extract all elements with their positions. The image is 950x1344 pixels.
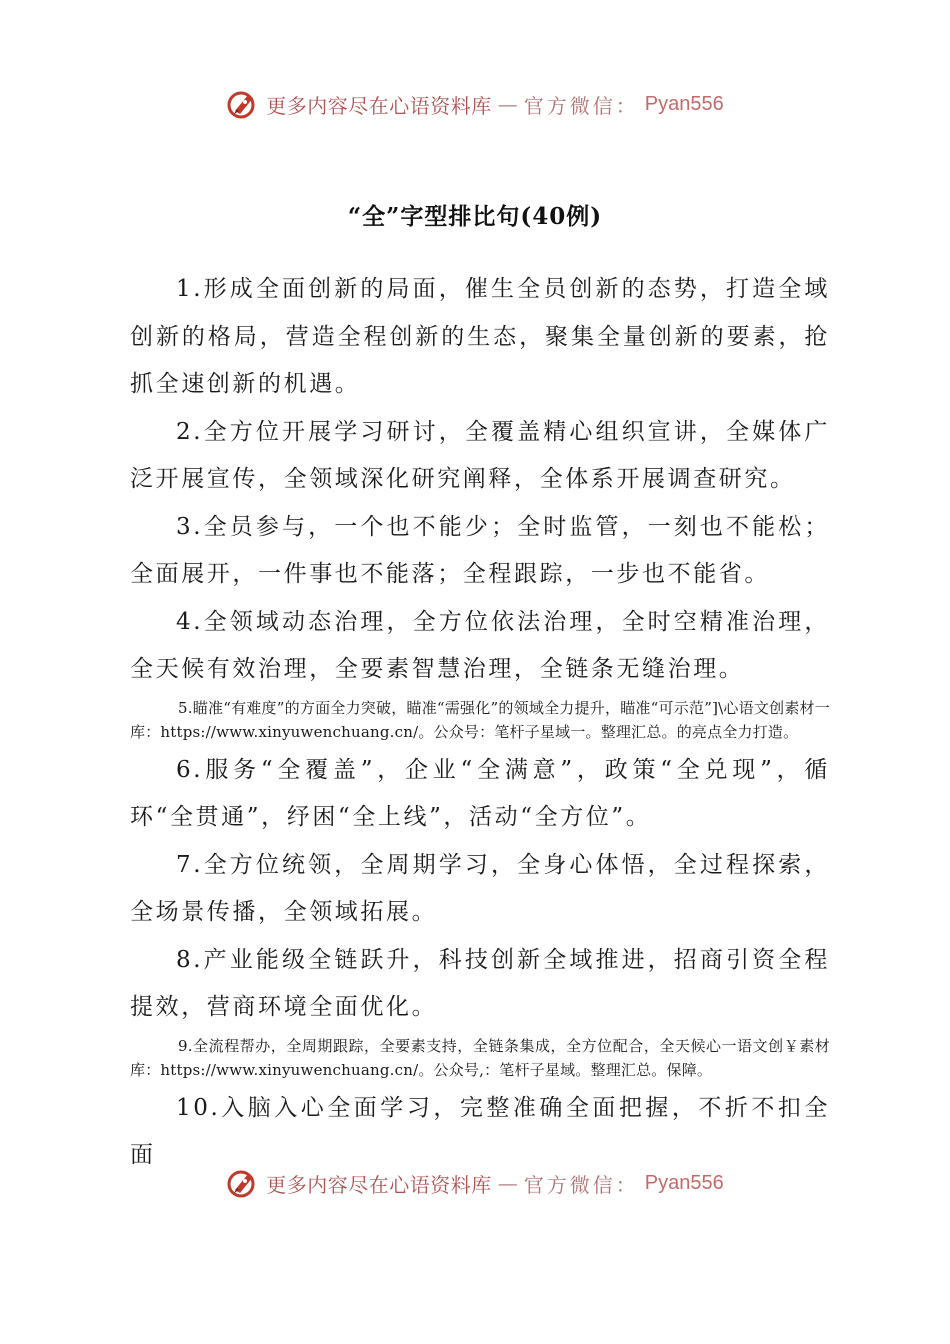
footer-dash: —: [497, 1171, 518, 1195]
paragraph-5: 5.瞄准“有难度”的方面全力突破，瞄准“需强化”的领域全力提升，瞄准“可示范”]\心语文创素材一库：https://www.xinyuwenchuang.cn/。公众号：笔杆子星域一。整理汇总。的亮点全力打造。: [130, 698, 830, 741]
document-body: [130, 266, 830, 1180]
header-dash: —: [497, 92, 518, 116]
paragraph-8: 8.产业能级全链跃升，科技创新全域推进，招商引资全程提效，营商环境全面优化。: [130, 946, 830, 1020]
paragraph-1: 1.形成全面创新的局面，催生全员创新的态势，打造全域创新的格局，营造全程创新的生态，聚集全量创新的要素，抢抓全速创新的机遇。: [130, 276, 830, 397]
header-brand-text: 更多内容尽在心语资料库: [266, 93, 492, 118]
paragraph-7: 7.全方位统领，全周期学习，全身心体悟，全过程探索，全场景传播，全领域拓展。: [130, 851, 830, 925]
header-wechat-id: Pyan556: [644, 92, 724, 115]
pen-nib-logo-icon: [226, 1166, 260, 1200]
paragraph-10: 10.入脑入心全面学习，完整准确全面把握，不折不扣全面: [130, 1094, 830, 1168]
document-title: “全”字型排比句(40例): [347, 203, 603, 230]
footer-official-label: 官方微信：: [523, 1172, 639, 1197]
paragraph-6: 6.服务“全覆盖”，企业“全满意”，政策“全兑现”，循环“全贯通”，纾困“全上线”，活动“全方位”。: [130, 756, 830, 830]
footer-wechat-id: Pyan556: [644, 1171, 724, 1194]
paragraph-9: 9.全流程帮办，全周期跟踪，全要素支持，全链条集成，全方位配合，全天候心一语文创￥素材库：https://www.xinyuwenchuang.cn/。公众号,：笔杆子星域。整理汇总。保障。: [130, 1036, 830, 1079]
paragraph-2: 2.全方位开展学习研讨，全覆盖精心组织宣讲，全媒体广泛开展宣传，全领域深化研究阐释，全体系开展调查研究。: [130, 418, 830, 492]
footer-banner: [0, 1163, 950, 1203]
pen-nib-logo-icon: [226, 87, 260, 121]
paragraph-4: 4.全领域动态治理，全方位依法治理，全时空精准治理，全天候有效治理，全要素智慧治理，全链条无缝治理。: [130, 608, 830, 682]
header-official-label: 官方微信：: [523, 93, 639, 118]
header-banner: [0, 84, 950, 124]
footer-brand-text: 更多内容尽在心语资料库: [266, 1172, 492, 1197]
paragraph-3: 3.全员参与，一个也不能少；全时监管，一刻也不能松；全面展开，一件事也不能落；全程跟踪，一步也不能省。: [130, 513, 830, 587]
